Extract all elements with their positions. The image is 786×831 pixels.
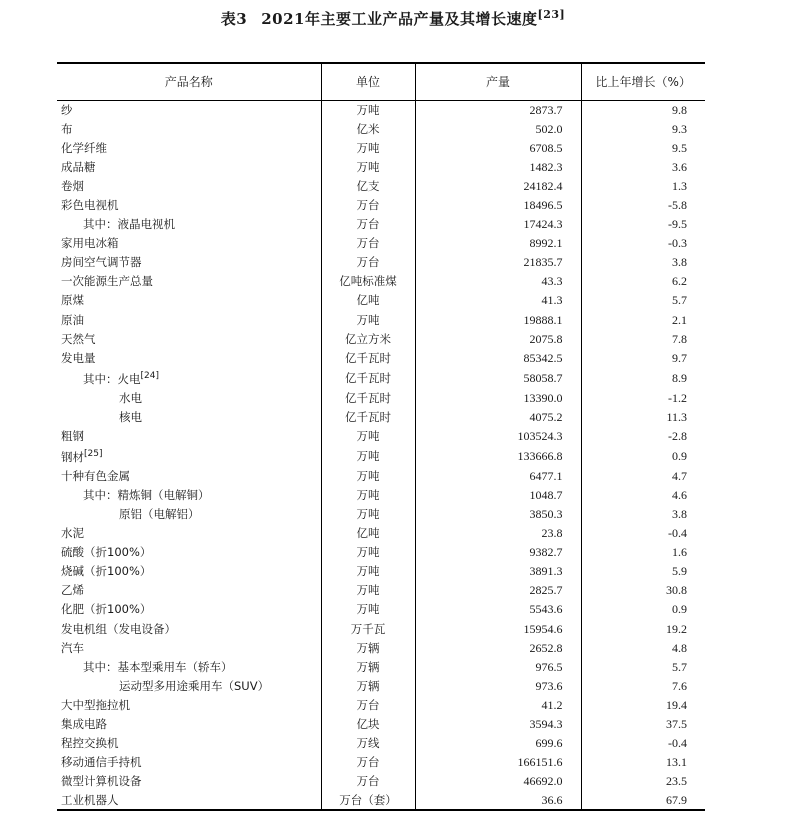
unit-cell: 万吨 [321,485,415,504]
growth-cell: 13.1 [581,753,705,772]
output-cell: 15954.6 [415,619,581,638]
product-name: 移动通信手持机 [61,755,142,770]
output-cell: 23.8 [415,524,581,543]
growth-cell: 2.1 [581,310,705,329]
product-name: 工业机器人 [61,792,119,807]
product-name-cell [57,426,321,445]
output-cell: 3850.3 [415,504,581,523]
unit-cell: 万吨 [321,426,415,445]
product-name-cell [57,772,321,791]
table-number: 表3 [220,10,248,28]
table-row [57,600,705,619]
output-cell: 46692.0 [415,772,581,791]
growth-cell: -0.4 [581,734,705,753]
unit-cell: 万吨 [321,581,415,600]
output-cell: 3891.3 [415,562,581,581]
product-name-cell [57,445,321,466]
product-name: 原铝（电解铝） [119,506,200,521]
table-row [57,195,705,214]
table-row [57,445,705,466]
product-name: 彩色电视机 [61,198,119,213]
output-cell: 973.6 [415,676,581,695]
unit-cell: 亿吨标准煤 [321,272,415,291]
output-cell: 85342.5 [415,348,581,367]
footnote-ref: [24] [140,371,159,382]
footnote-ref: [25] [84,449,103,460]
unit-cell: 万千瓦 [321,619,415,638]
output-cell: 6477.1 [415,466,581,485]
product-name-cell [57,485,321,504]
product-name: 水泥 [61,526,84,541]
table-row [57,348,705,367]
table-row [57,272,705,291]
product-name: 钢材 [61,450,84,465]
output-cell: 2075.8 [415,329,581,348]
growth-cell: 4.6 [581,485,705,504]
product-name: 卷烟 [61,178,84,193]
product-name: 集成电路 [61,717,107,732]
product-name-cell [57,657,321,676]
output-cell: 2825.7 [415,581,581,600]
table-title [0,8,786,29]
growth-cell: 1.6 [581,543,705,562]
product-name-cell [57,176,321,195]
output-cell: 17424.3 [415,215,581,234]
table-row [57,619,705,638]
growth-cell: 7.6 [581,676,705,695]
product-name: 纱 [61,102,73,117]
table-row [57,310,705,329]
table-row [57,367,705,388]
growth-cell: 9.3 [581,119,705,138]
unit-cell: 万吨 [321,310,415,329]
unit-cell: 万吨 [321,600,415,619]
product-name: 其中：火电 [83,372,141,387]
product-name-cell [57,581,321,600]
table-row [57,638,705,657]
output-cell: 2652.8 [415,638,581,657]
product-name: 发电机组（发电设备） [61,621,176,636]
product-name-cell [57,619,321,638]
product-name-cell [57,524,321,543]
header-growth: 比上年增长（%） [581,63,705,100]
table-header-row [57,63,705,100]
product-name: 成品糖 [61,159,96,174]
table-row [57,388,705,407]
table-row [57,329,705,348]
product-name: 粗钢 [61,428,84,443]
product-name: 十种有色金属 [61,468,130,483]
product-name-cell [57,543,321,562]
unit-cell: 万吨 [321,466,415,485]
growth-cell: -5.8 [581,195,705,214]
unit-cell: 万吨 [321,138,415,157]
unit-cell: 万台 [321,753,415,772]
growth-cell: -9.5 [581,215,705,234]
product-name-cell [57,695,321,714]
product-name-cell [57,791,321,810]
product-name-cell [57,310,321,329]
output-cell: 9382.7 [415,543,581,562]
output-cell: 24182.4 [415,176,581,195]
product-name: 家用电冰箱 [61,236,119,251]
table-row [57,485,705,504]
unit-cell: 万台 [321,253,415,272]
output-cell: 166151.6 [415,753,581,772]
product-name-cell [57,504,321,523]
product-name: 原油 [61,312,84,327]
growth-cell: 19.2 [581,619,705,638]
growth-cell: 1.3 [581,176,705,195]
unit-cell: 万线 [321,734,415,753]
unit-cell: 亿千瓦时 [321,388,415,407]
product-name: 大中型拖拉机 [61,697,130,712]
output-cell: 18496.5 [415,195,581,214]
table-row [57,234,705,253]
unit-cell: 亿千瓦时 [321,407,415,426]
growth-cell: 9.7 [581,348,705,367]
unit-cell: 万吨 [321,100,415,119]
unit-cell: 亿支 [321,176,415,195]
product-name: 核电 [119,409,142,424]
product-name-cell [57,734,321,753]
unit-cell: 万台 [321,772,415,791]
product-name: 其中：液晶电视机 [83,217,175,232]
output-cell: 5543.6 [415,600,581,619]
growth-cell: 0.9 [581,445,705,466]
growth-cell: 0.9 [581,600,705,619]
product-name: 布 [61,121,73,136]
growth-cell: 6.2 [581,272,705,291]
table-row [57,772,705,791]
unit-cell: 万台 [321,215,415,234]
output-cell: 1048.7 [415,485,581,504]
growth-cell: -0.4 [581,524,705,543]
growth-cell: 7.8 [581,329,705,348]
product-name: 程控交换机 [61,736,119,751]
table-row [57,138,705,157]
title-footnote-ref: [23] [537,8,566,21]
unit-cell: 万吨 [321,445,415,466]
product-name-cell [57,388,321,407]
growth-cell: -0.3 [581,234,705,253]
table-row [57,581,705,600]
product-name-cell [57,367,321,388]
table-row [57,504,705,523]
table-row [57,119,705,138]
product-name-cell [57,714,321,733]
unit-cell: 万吨 [321,157,415,176]
product-name-cell [57,195,321,214]
product-name-cell [57,215,321,234]
unit-cell: 万吨 [321,543,415,562]
table-row [57,524,705,543]
table-row [57,791,705,810]
growth-cell: 8.9 [581,367,705,388]
table-row [57,100,705,119]
output-cell: 41.2 [415,695,581,714]
growth-cell: 5.7 [581,657,705,676]
product-name-cell [57,466,321,485]
product-name-cell [57,753,321,772]
growth-cell: -2.8 [581,426,705,445]
header-product-name: 产品名称 [57,63,321,100]
table-row [57,291,705,310]
table-row [57,695,705,714]
unit-cell: 万台 [321,195,415,214]
table-row [57,676,705,695]
table-row [57,253,705,272]
table-row [57,753,705,772]
growth-cell: 5.9 [581,562,705,581]
product-name-cell [57,234,321,253]
product-name: 房间空气调节器 [61,255,142,270]
table-row [57,407,705,426]
table-row [57,215,705,234]
unit-cell: 亿千瓦时 [321,348,415,367]
product-name: 运动型多用途乘用车（SUV） [119,678,270,693]
output-cell: 699.6 [415,734,581,753]
growth-cell: 11.3 [581,407,705,426]
table-body [57,100,705,810]
table-row [57,543,705,562]
product-name-cell [57,407,321,426]
growth-cell: 9.8 [581,100,705,119]
table-row [57,466,705,485]
product-name: 微型计算机设备 [61,774,142,789]
unit-cell: 万辆 [321,638,415,657]
growth-cell: 67.9 [581,791,705,810]
table-row [57,714,705,733]
product-name-cell [57,676,321,695]
product-name-cell [57,600,321,619]
growth-cell: -1.2 [581,388,705,407]
product-name: 化肥（折100%） [61,602,152,617]
output-cell: 4075.2 [415,407,581,426]
product-name: 原煤 [61,293,84,308]
growth-cell: 3.6 [581,157,705,176]
growth-cell: 5.7 [581,291,705,310]
table-row [57,657,705,676]
growth-cell: 30.8 [581,581,705,600]
product-name: 一次能源生产总量 [61,274,153,289]
product-name: 其中：基本型乘用车（轿车） [83,659,233,674]
product-name: 其中：精炼铜（电解铜） [83,487,210,502]
table-row [57,176,705,195]
unit-cell: 万台 [321,695,415,714]
unit-cell: 万辆 [321,676,415,695]
growth-cell: 19.4 [581,695,705,714]
table-row [57,426,705,445]
product-name: 化学纤维 [61,140,107,155]
unit-cell: 亿米 [321,119,415,138]
product-name: 硫酸（折100%） [61,545,152,560]
growth-cell: 3.8 [581,504,705,523]
growth-cell: 4.7 [581,466,705,485]
product-name: 乙烯 [61,583,84,598]
output-cell: 13390.0 [415,388,581,407]
product-name-cell [57,100,321,119]
industrial-output-table [57,62,705,811]
product-name-cell [57,638,321,657]
product-name-cell [57,291,321,310]
output-cell: 21835.7 [415,253,581,272]
product-name-cell [57,119,321,138]
product-name-cell [57,272,321,291]
product-name-cell [57,562,321,581]
header-output: 产量 [415,63,581,100]
unit-cell: 亿吨 [321,524,415,543]
product-name-cell [57,157,321,176]
output-cell: 19888.1 [415,310,581,329]
unit-cell: 亿立方米 [321,329,415,348]
output-cell: 1482.3 [415,157,581,176]
output-cell: 58058.7 [415,367,581,388]
unit-cell: 万吨 [321,562,415,581]
product-name: 天然气 [61,331,96,346]
output-cell: 8992.1 [415,234,581,253]
unit-cell: 万吨 [321,504,415,523]
output-cell: 2873.7 [415,100,581,119]
output-cell: 36.6 [415,791,581,810]
growth-cell: 37.5 [581,714,705,733]
product-name: 汽车 [61,640,84,655]
table-title-text: 2021年主要工业产品产量及其增长速度 [261,10,538,28]
table-row [57,562,705,581]
header-unit: 单位 [321,63,415,100]
output-cell: 6708.5 [415,138,581,157]
product-name-cell [57,138,321,157]
growth-cell: 23.5 [581,772,705,791]
growth-cell: 3.8 [581,253,705,272]
unit-cell: 万台 [321,234,415,253]
unit-cell: 亿吨 [321,291,415,310]
table-row [57,734,705,753]
output-cell: 41.3 [415,291,581,310]
output-cell: 133666.8 [415,445,581,466]
output-cell: 103524.3 [415,426,581,445]
product-name: 烧碱（折100%） [61,564,152,579]
product-name: 水电 [119,390,142,405]
growth-cell: 9.5 [581,138,705,157]
table-row [57,157,705,176]
output-cell: 43.3 [415,272,581,291]
unit-cell: 亿块 [321,714,415,733]
output-cell: 3594.3 [415,714,581,733]
output-cell: 502.0 [415,119,581,138]
product-name-cell [57,253,321,272]
product-name-cell [57,329,321,348]
product-name: 发电量 [61,350,96,365]
output-cell: 976.5 [415,657,581,676]
product-name-cell [57,348,321,367]
unit-cell: 万台（套） [321,791,415,810]
unit-cell: 亿千瓦时 [321,367,415,388]
unit-cell: 万辆 [321,657,415,676]
growth-cell: 4.8 [581,638,705,657]
